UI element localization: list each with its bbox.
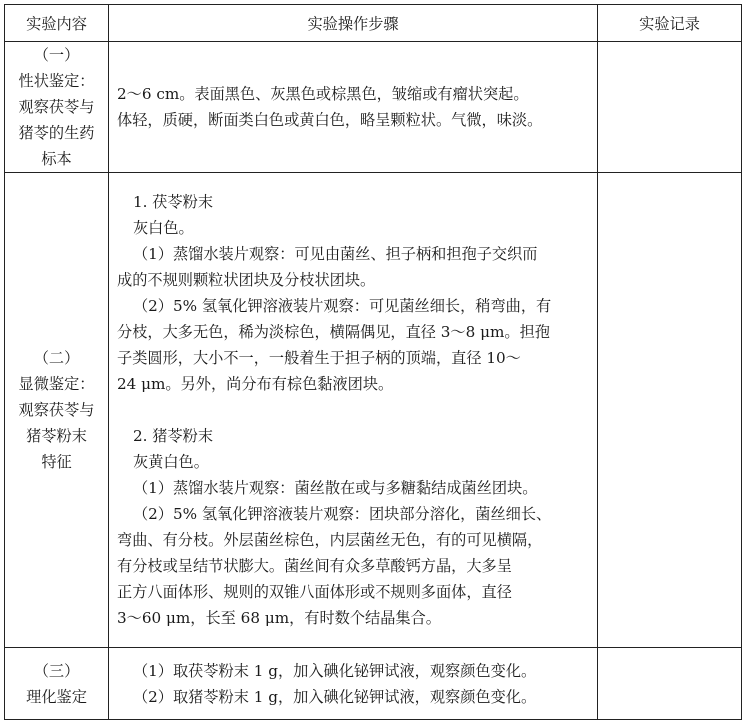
row-label-line: 猪苓的生药 xyxy=(18,124,95,142)
row-label-cell xyxy=(5,173,109,648)
step-line: 成的不规则颗粒状团块及分枝状团块。 xyxy=(117,271,376,289)
table-row xyxy=(5,173,742,648)
step-line: （2）5% 氢氧化钾溶液装片观察：可见菌丝细长，稍弯曲，有 xyxy=(132,297,552,315)
step-line: （1）取茯苓粉末 1 g，加入碘化铋钾试液，观察颜色变化。 xyxy=(132,661,537,680)
row-label-line: 观察茯苓与 xyxy=(18,401,95,419)
row-steps-cell xyxy=(109,42,598,173)
step-line: （2）5% 氢氧化钾溶液装片观察：团块部分溶化，菌丝细长、 xyxy=(132,505,552,523)
step-line: 2～6 cm。表面黑色、灰黑色或棕黑色，皱缩或有瘤状突起。 xyxy=(117,85,529,103)
step-line: 灰白色。 xyxy=(132,219,194,237)
row-label-cell xyxy=(5,42,109,173)
step-line: 有分枝或呈结节状膨大。菌丝间有众多草酸钙方晶，大多呈 xyxy=(117,557,512,575)
row-steps-cell xyxy=(109,173,598,648)
row-steps-cell xyxy=(109,648,598,720)
row-record-cell xyxy=(598,648,742,720)
spacer xyxy=(117,397,589,423)
header-steps: 实验操作步骤 xyxy=(109,5,598,42)
step-line: 子类圆形，大小不一，一般着生于担子柄的顶端，直径 10～ xyxy=(117,349,521,367)
table-row xyxy=(5,42,742,173)
row-label-line: （一） xyxy=(33,46,80,64)
step-line: （1）蒸馏水装片观察：菌丝散在或与多糖黏结成菌丝团块。 xyxy=(132,479,538,497)
step-line: 正方八面体形、规则的双锥八面体形或不规则多面体，直径 xyxy=(117,583,512,601)
row-label-line: 观察茯苓与 xyxy=(18,98,95,116)
step-line: 2. 猪苓粉末 xyxy=(132,427,214,445)
step-line: 3～60 μm，长至 68 μm，有时数个结晶集合。 xyxy=(117,609,441,627)
step-line: 灰黄白色。 xyxy=(132,453,209,471)
experiment-table xyxy=(4,4,742,720)
row-record-cell xyxy=(598,42,742,173)
row-label-line: 猪苓粉末 xyxy=(26,427,87,445)
step-line: 体轻，质硬，断面类白色或黄白色，略呈颗粒状。气微，味淡。 xyxy=(117,111,543,129)
step-line: （1）蒸馏水装片观察：可见由菌丝、担子柄和担孢子交织而 xyxy=(132,245,538,263)
row-label-line: 特征 xyxy=(41,453,72,471)
row-label-line: （二） xyxy=(33,349,80,367)
row-label-line: （三） xyxy=(33,661,80,680)
step-line: 分枝，大多无色，稀为淡棕色，横隔偶见，直径 3～8 μm。担孢 xyxy=(117,323,550,341)
table-row xyxy=(5,648,742,720)
row-label-line: 显微鉴定： xyxy=(18,375,95,393)
step-line: （2）取猪苓粉末 1 g，加入碘化铋钾试液，观察颜色变化。 xyxy=(132,687,537,706)
step-line: 弯曲、有分枝。外层菌丝棕色，内层菌丝无色，有的可见横隔， xyxy=(117,531,543,549)
header-record: 实验记录 xyxy=(598,5,742,42)
row-record-cell xyxy=(598,173,742,648)
row-label-cell xyxy=(5,648,109,720)
header-content: 实验内容 xyxy=(5,5,109,42)
step-line: 1. 茯苓粉末 xyxy=(132,193,214,211)
header-row xyxy=(5,5,742,42)
row-label-line: 性状鉴定： xyxy=(18,72,95,90)
row-label-line: 标本 xyxy=(41,150,72,168)
row-label-line: 理化鉴定 xyxy=(26,687,87,706)
step-line: 24 μm。另外，尚分布有棕色黏液团块。 xyxy=(117,375,394,393)
